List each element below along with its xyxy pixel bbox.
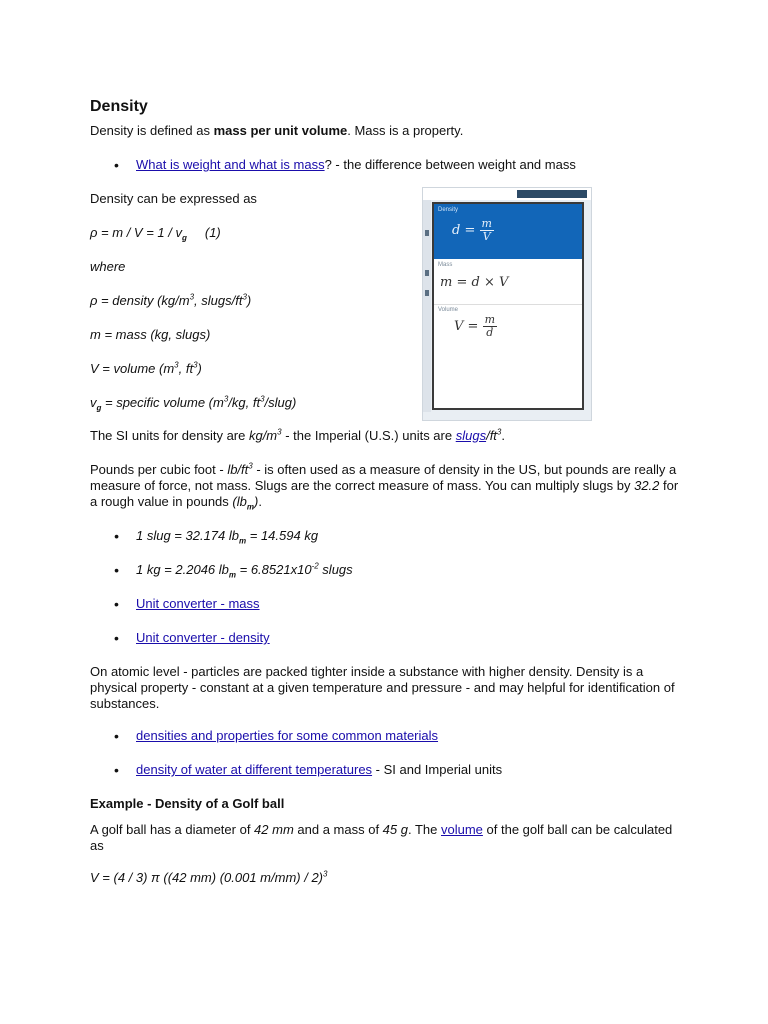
rail-icon xyxy=(425,290,429,296)
list-item xyxy=(90,630,680,646)
list-item: • What is weight and what is mass? - the difference between weight and mass xyxy=(90,157,680,173)
where-text: where xyxy=(90,259,126,274)
mass-formula: m = d × V xyxy=(440,275,509,290)
weight-mass-link[interactable]: What is weight and what is mass xyxy=(136,157,325,172)
slugs-link[interactable]: slugs xyxy=(455,428,487,443)
card-label: Volume xyxy=(438,307,459,313)
pounds-paragraph: Pounds per cubic foot - $lb/ft^3$ - is often used as a measure of density in the US, but pounds are really a measure of force, not mass. Slugs are the correct measure of mass. You can multiply slugs by 32.2 for a rough value in pounds $(lb_m)$. xyxy=(90,461,679,512)
density-of-water-link[interactable]: density of water at different temperatures xyxy=(136,762,373,777)
app-side-rail xyxy=(423,200,431,412)
example-heading: Example - Density of a Golf ball xyxy=(90,796,285,811)
app-topbar xyxy=(423,188,591,200)
golf-ball-paragraph: A golf ball has a diameter of 42 mm and a mass of 45 g. The volume of the golf ball can be calculated as xyxy=(90,822,673,853)
unit-converter-density-link[interactable]: Unit converter - density xyxy=(136,630,270,645)
expressed-text: Density can be expressed as xyxy=(90,191,257,206)
volume-equation: V = (4 / 3) π ((42 mm) (0.001 m/mm) / 2)$^3$ xyxy=(90,869,328,885)
densities-common-materials-link[interactable]: densities and properties for some common materials xyxy=(136,728,439,743)
intro-paragraph: Density is defined as mass per unit volume. Mass is a property. xyxy=(90,123,464,138)
rail-icon xyxy=(425,270,429,276)
list-item: • 1 kg = 2.2046 $lb_m = 6.8521x10^{-2}$ slugs xyxy=(90,562,680,578)
density-formula-card xyxy=(434,204,582,259)
list-item: • 1 slug = 32.174 $lb_m = 14.594$ kg xyxy=(90,528,680,544)
definition-volume: V = volume ($m^3$, $ft^3$) xyxy=(90,360,202,376)
density-app-screenshot xyxy=(422,187,592,421)
list-item xyxy=(90,728,680,744)
density-formula: d = $\frac{m}{V}$ xyxy=(452,217,492,243)
si-units-text: The SI units for density are $kg/m^3$ - the Imperial (U.S.) units are slugs/$ft^3$. xyxy=(90,427,505,443)
volume-formula-card xyxy=(434,304,582,354)
unit-converter-mass-link[interactable]: Unit converter - mass xyxy=(136,596,260,611)
definition-specific-volume: $v_g$ = specific volume ($m^3/kg$, $ft^3/slug$) xyxy=(90,394,297,413)
card-label: Density xyxy=(438,207,459,213)
volume-formula: V = $\frac{m}{d}$ xyxy=(454,313,495,339)
density-equation: $\rho = m / V = 1 / v_g$ (1) xyxy=(90,225,221,243)
card-label: Mass xyxy=(438,262,453,268)
list-item: • density of water at different temperatures - SI and Imperial units xyxy=(90,762,680,778)
atomic-paragraph: On atomic level - particles are packed tighter inside a substance with higher density. Density is a physical property - constant at a given temperature and pressure - and may helpful for identification of substances. xyxy=(90,664,675,711)
rail-icon xyxy=(425,230,429,236)
list-item xyxy=(90,596,680,612)
formula-panel xyxy=(432,202,584,410)
volume-link[interactable]: volume xyxy=(441,822,483,837)
definition-rho: ρ = density ($kg/m^3$, slugs/$ft^3$) xyxy=(90,292,252,308)
page-title: Density xyxy=(90,98,148,115)
mass-formula-card xyxy=(434,259,582,305)
definition-mass: m = mass (kg, slugs) xyxy=(90,327,211,342)
app-tabs xyxy=(517,190,587,198)
